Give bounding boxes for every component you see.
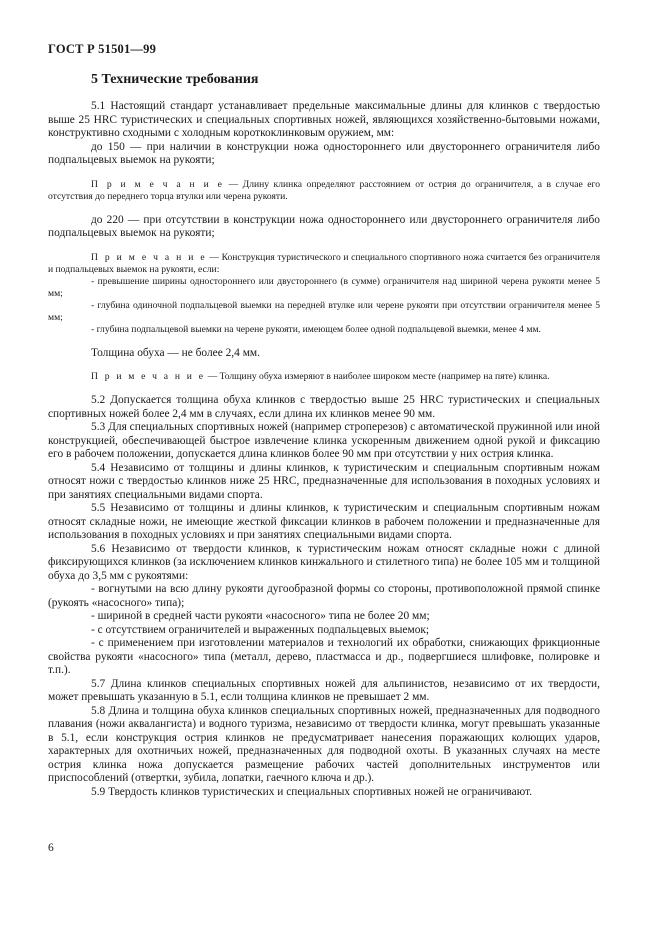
paragraph-5-1: 5.1 Настоящий стандарт устанавливает предельные максимальные длины для клинков с твердостью выше 25 HRC туристических и специальных спортивных ножей, являющихся хозяйственно-бытовыми ножами, конструктивно сходными с холодным короткоклинковым оружием, мм: (48, 100, 600, 139)
note-label: П р и м е ч а н и е (91, 178, 225, 190)
note-2 (48, 252, 600, 276)
note-2-item: - глубина одиночной подпальцевой выемки на передней втулке или черене рукояти при отсутствии ограничителя менее 5 мм; (48, 299, 600, 323)
paragraph-5-8: 5.8 Длина и толщина обуха клинков специальных спортивных ножей, предназначенных для подводного плавания (ножи аквалангиста) и водного туризма, независимо от твердости клинка, могут превышать указанные в 5.1, если конструкция острия клинков не предусматривает нанесения поражающих колющих ударов, характерных для охотничьих ножей, предназначенных для подводной охоты. В указанных случаях на месте острия клинка ножа допускается размещение рабочих частей дополнительных инструментов или приспособлений (отвертки, зубила, лопатки, гаечного ключа и др.). (48, 704, 600, 784)
note-text: — Длину клинка определяют расстоянием от острия до ограничителя, а в случае его отсутствия до переднего торца втулки или черена рукояти. (48, 178, 600, 202)
paragraph-5-2: 5.2 Допускается толщина обуха клинков с твердостью выше 25 HRC туристических и специальных спортивных ножей более 2,4 мм в случаях, если длина их клинков менее 90 мм. (48, 394, 600, 420)
paragraph-5-1-limit-220: до 220 — при отсутствии в конструкции ножа одностороннего или двустороннего ограничителя либо подпальцевых выемок на рукояти; (48, 213, 600, 239)
note-text: — Толщину обуха измеряют в наиболее широком месте (например на пяте) клинка. (205, 371, 550, 382)
document-header: ГОСТ Р 51501—99 (48, 42, 157, 56)
paragraph-5-6-item: - вогнутыми на всю длину рукояти дугообразной формы со стороны, противоположной прямой спинке (рукоять «насосного» типа); (48, 583, 600, 609)
paragraph-5-7: 5.7 Длина клинков специальных спортивных ножей для альпинистов, независимо от их твердости, может превышать указанную в 5.1, если толщина клинков не превышает 2 мм. (48, 677, 600, 703)
paragraph-5-9: 5.9 Твердость клинков туристических и специальных спортивных ножей не ограничивают. (91, 785, 533, 798)
paragraph-thickness: Толщина обуха — не более 2,4 мм. (91, 346, 260, 359)
note-2-item: - превышение ширины одностороннего или двустороннего (в сумме) ограничителя над шириной черена рукояти менее 5 мм; (48, 275, 600, 299)
paragraph-5-6: 5.6 Независимо от твердости клинков, к туристическим ножам относят складные ножи с длиной фиксирующихся клинков (за исключением клинков кинжального и стилетного типа) не более 105 мм и толщиной обуха до 3,5 мм с рукоятями: (48, 542, 600, 582)
note-3 (48, 371, 600, 383)
paragraph-5-6-item: - с применением при изготовлении материалов и технологий их обработки, снижающих фрикционные свойства рукояти «насосного» типа (металл, дерево, пластмасса и др., подвергшиеся шлифовке, полировке и т.п.). (48, 637, 600, 676)
page-number: 6 (48, 842, 54, 854)
paragraph-5-6-item: - с отсутствием ограничителей и выраженных подпальцевых выемок; (91, 623, 430, 636)
note-1 (48, 179, 600, 203)
paragraph-5-1-limit-150: до 150 — при наличии в конструкции ножа одностороннего или двустороннего ограничителя либо подпальцевых выемок на рукояти; (48, 140, 600, 166)
note-2-item: - глубина подпальцевой выемки на черене рукояти, имеющем более одной подпальцевой выемки, менее 4 мм. (91, 323, 541, 335)
document-body (48, 100, 600, 799)
paragraph-5-5: 5.5 Независимо от толщины и длины клинков, к туристическим и специальным спортивным ножам относят складные ножи, не имеющие жесткой фиксации клинков в рабочем положении и предназначенные для использования в походных условиях и при занятиях специальными видами спорта. (48, 502, 600, 541)
note-text: — Конструкция туристического и специального спортивного ножа считается без ограничителя и подпальцевых выемок на рукояти, если: (48, 251, 600, 275)
section-title: 5 Технические требования (91, 72, 259, 87)
paragraph-5-6-item: - шириной в средней части рукояти «насосного» типа не более 20 мм; (91, 610, 430, 622)
paragraph-5-4: 5.4 Независимо от толщины и длины клинков, к туристическим и специальным спортивным ножам относят ножи с твердостью клинков ниже 25 HRC, предназначенные для использования в походных условиях и при занятиях специальными видами спорта. (48, 461, 600, 501)
note-label: П р и м е ч а н и е (91, 371, 206, 382)
note-label: П р и м е ч а н и е (91, 251, 207, 263)
paragraph-5-3: 5.3 Для специальных спортивных ножей (например строперезов) с автоматической пружинной или иной конструкцией, обеспечивающей быстрое извлечение клинка ускоренным движением одной рукой и фиксацию его в рабочем положении, допускается длина клинков более 90 мм при отсутствии у них острия клинка. (48, 421, 600, 460)
